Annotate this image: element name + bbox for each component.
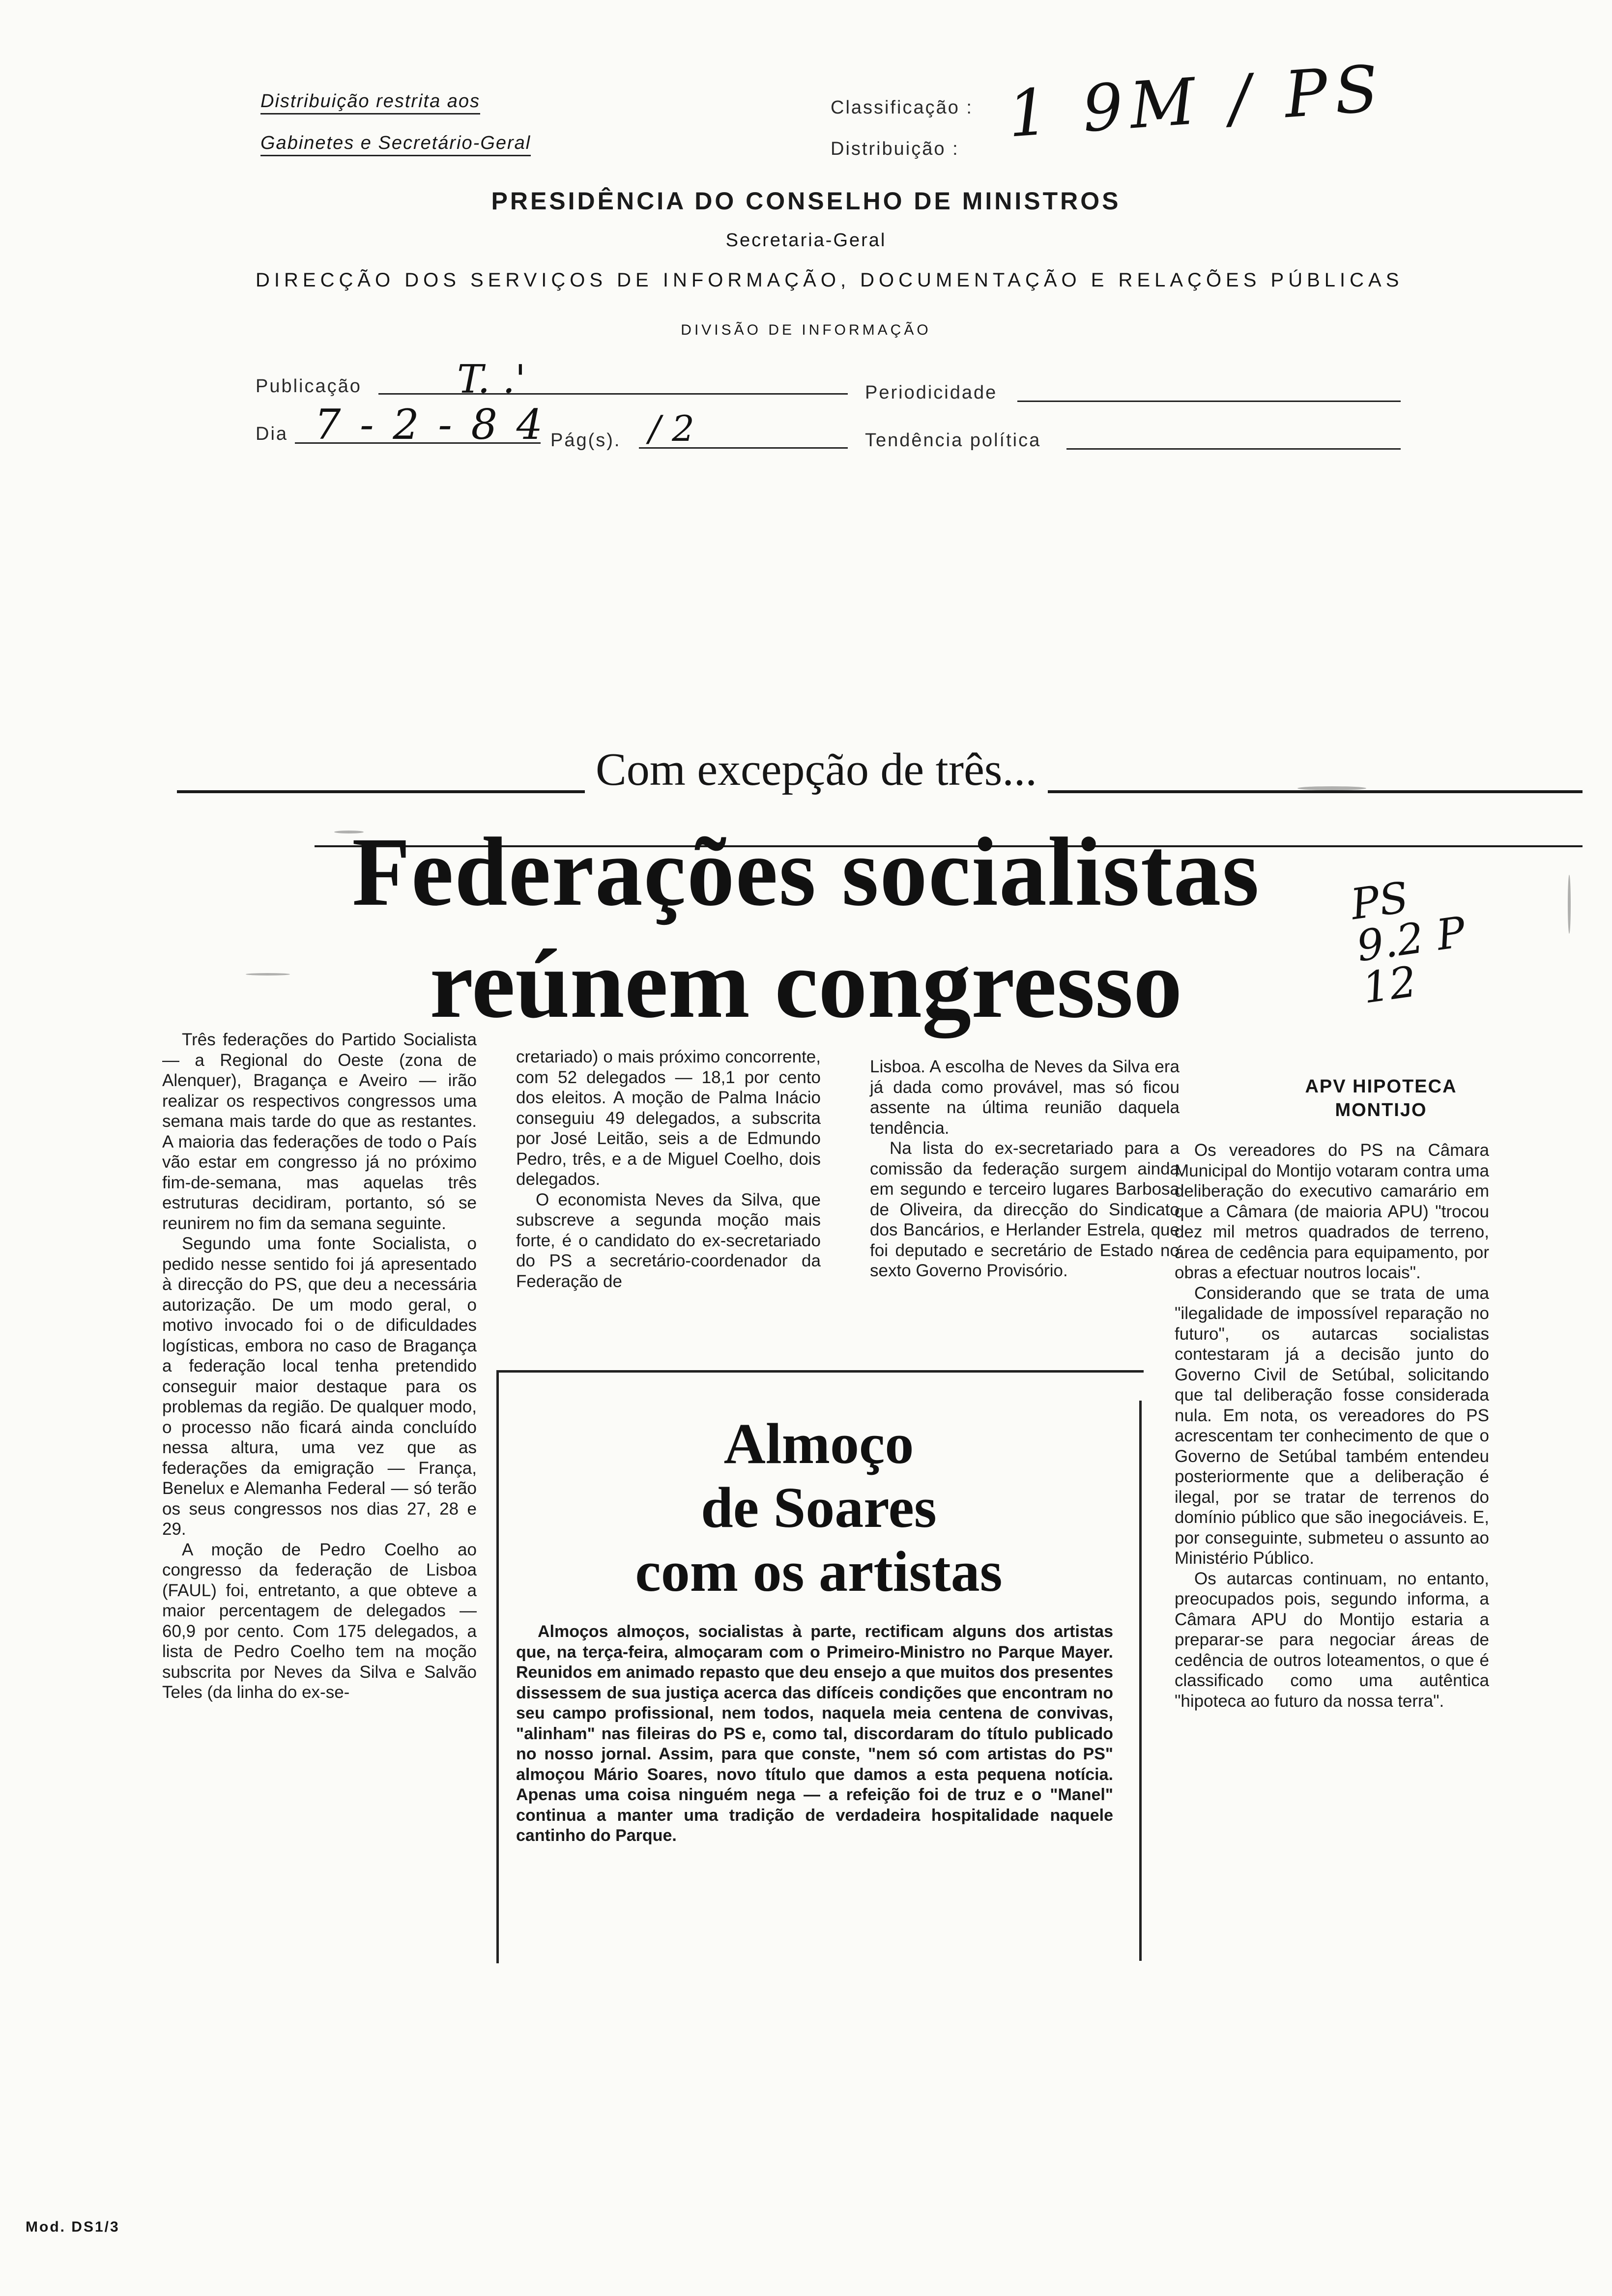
sidebar-paragraph-1: Os vereadores do PS na Câmara Municipal do Montijo votaram contra uma deliberação do executivo camarário em que a Câmara (de maioria APU) "trocou dez mil metros quadrados de terreno, área de cedência para equipamento, por obras a efectuar noutros locais". bbox=[1175, 1141, 1490, 1282]
secretariat-title: Secretaria-Geral bbox=[725, 230, 887, 251]
periodicity-label: Periodicidade bbox=[865, 382, 998, 403]
pages-label: Pág(s). bbox=[550, 430, 621, 451]
box-title-2: de Soares bbox=[701, 1475, 937, 1540]
copy-artifact bbox=[1297, 786, 1366, 790]
tendency-label: Tendência política bbox=[865, 430, 1041, 451]
presidency-title: PRESIDÊNCIA DO CONSELHO DE MINISTROS bbox=[491, 187, 1121, 215]
publication-value: T. .' bbox=[457, 356, 526, 402]
directorate-title: DIRECÇÃO DOS SERVIÇOS DE INFORMAÇÃO, DOCUMENTAÇÃO E RELAÇÕES PÚBLICAS bbox=[256, 269, 1404, 291]
article-column-1 bbox=[162, 1030, 477, 1703]
tendency-line bbox=[1066, 448, 1401, 450]
distribution-label: Distribuição : bbox=[831, 139, 959, 159]
col3-paragraph-2: Na lista do ex-secretariado para a comissão da federação surgem ainda em segundo e terceiro lugares Barbosa de Oliveira, da direcção do Sindicato dos Bancários, e Herlander Estrela, que foi deputado e secretário de Estado no sexto Governo Provisório. bbox=[870, 1139, 1180, 1280]
article-kicker: Com excepção de três... bbox=[585, 743, 1048, 796]
day-value: 7 - 2 - 8 4 bbox=[315, 401, 546, 449]
col1-paragraph-3: A moção de Pedro Coelho ao congresso da federação de Lisboa (FAUL) foi, entretanto, a que obteve a maior percentagem de delegados — 60,9 por cento. Com 175 delegados, a lista de Pedro Coelho tem na moção subscrita por Neves da Silva e Salvão Teles (da linha do ex-se- bbox=[162, 1540, 477, 1702]
sidebar-title-2: MONTIJO bbox=[1335, 1100, 1427, 1120]
publication-line bbox=[378, 393, 848, 395]
copy-artifact bbox=[334, 831, 364, 833]
box-title-3: com os artistas bbox=[635, 1539, 1003, 1604]
copy-artifact bbox=[246, 973, 290, 976]
article-column-3 bbox=[870, 1057, 1180, 1281]
sidebar-paragraph-2: Considerando que se trata de uma "ilegalidade de impossível reparação no futuro", os autarcas socialistas contestaram já a decisão junto do Governo Civil de Setúbal, solicitando que tal deliberação fosse considerada nula. Em nota, os vereadores do PS acrescentam ter conhecimento de que o Governo de Setúbal também entendeu posteriormente que a deliberação é ilegal, por se tratar de terrenos do domínio público que são inegociáveis. E, por conseguinte, submeteu o assunto ao Ministério Público. bbox=[1175, 1283, 1489, 1568]
periodicity-line bbox=[1017, 401, 1401, 402]
publication-label: Publicação bbox=[256, 376, 362, 397]
form-code: Mod. DS1/3 bbox=[26, 2219, 120, 2235]
col3-paragraph-1: Lisboa. A escolha de Neves da Silva era já dada como provável, mas só ficou assente na última reunião daquela tendência. bbox=[870, 1057, 1180, 1138]
box-title-1: Almoço bbox=[723, 1411, 914, 1476]
restricted-line-1: Distribuição restrita aos bbox=[260, 91, 480, 115]
sidebar-paragraph-3: Os autarcas continuam, no entanto, preocupados pois, segundo informa, a Câmara APU do Montijo estaria a preparar-se para negociar áreas de cedência de outros loteamentos, o que é classificado como uma autêntica "hipoteca ao futuro da nossa terra". bbox=[1175, 1569, 1489, 1711]
col1-paragraph-1: Três federações do Partido Socialista — a Regional do Oeste (zona de Alenquer), Bragança e Aveiro — irão realizar os respectivos congressos uma semana mais tarde do que as restantes. A maioria das federações de todo o País vão estar em congresso já no próximo fim-de-semana, mas aquelas três estruturas decidiram, portanto, só se reunirem no fim da semana seguinte. bbox=[162, 1030, 477, 1233]
col2-paragraph-1: cretariado) o mais próximo concorrente, com 52 delegados — 18,1 por cento dos eleitos. A moção de Palma Inácio conseguiu 49 delegados, a subscrita por José Leitão, seis a de Edmundo Pedro, três, e a de Miguel Coelho, dois delegados. bbox=[516, 1047, 821, 1189]
pages-value: / 2 bbox=[649, 408, 694, 449]
almoco-box-body bbox=[516, 1622, 1113, 1846]
division-title: DIVISÃO DE INFORMAÇÃO bbox=[681, 322, 931, 338]
sidebar-title-1: APV HIPOTECA bbox=[1305, 1076, 1457, 1097]
col1-paragraph-2: Segundo uma fonte Socialista, o pedido nesse sentido foi já apresentado à direcção do PS, que deu a necessária autorização. De um modo geral, o motivo invocado foi o de dificuldades logísticas, embora no caso de Bragança a federação local tenha pretendido conseguir maior destaque para os problemas da região. De qualquer modo, o processo não ficará ainda concluído nessa altura, uma vez que as federações da emigração — França, Benelux e Alemanha Federal — só terão os seus congressos nos dias 27, 28 e 29. bbox=[162, 1234, 477, 1539]
sidebar-column bbox=[1175, 1140, 1489, 1711]
classification-handwritten: 1 9M / PS bbox=[1005, 51, 1388, 152]
margin-note: PS 9.2 P 12 bbox=[1348, 873, 1469, 1013]
day-label: Dia bbox=[256, 424, 288, 444]
headline-line-2: reúnem congresso bbox=[430, 930, 1182, 1038]
article-column-2 bbox=[516, 1047, 821, 1292]
box-paragraph: Almoços almoços, socialistas à parte, rectificam alguns dos artistas que, na terça-feira, almoçaram com o Primeiro-Ministro no Parque Mayer. Reunidos em animado repasto que deu ensejo a que muitos dos presentes dissessem de sua justiça acerca das difíceis condições que encontram no seu campo profissional, nem todos, naquela meia centena de convivas, "alinham" nas fileiras do PS e, como tal, discordaram do título publicado no nosso jornal. Assim, para que conste, "nem só com artistas do PS" almoçou Mário Soares, novo título que damos a esta pequena notícia. Apenas uma coisa ninguém nega — a refeição foi de truz e o "Manel" continua a manter uma tradição de verdadeira hospitalidade naquele cantinho do Parque. bbox=[516, 1622, 1113, 1845]
copy-artifact bbox=[1568, 875, 1571, 934]
restricted-line-2: Gabinetes e Secretário-Geral bbox=[260, 133, 531, 156]
col2-paragraph-2: O economista Neves da Silva, que subscreve a segunda moção mais forte, é o candidato do ex-secretariado do PS a secretário-coordenador da Federação de bbox=[516, 1190, 821, 1291]
headline-line-1: Federações socialistas bbox=[352, 818, 1260, 926]
classification-label: Classificação : bbox=[831, 97, 973, 118]
